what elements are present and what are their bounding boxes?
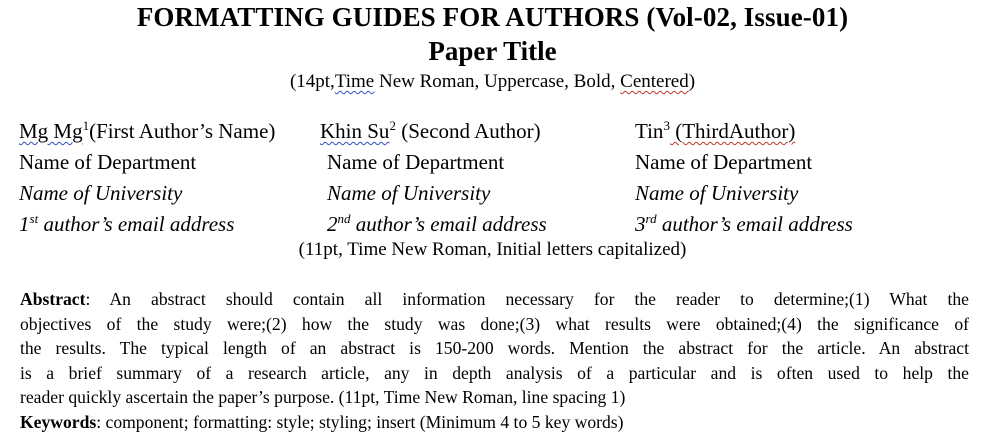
author-name-note: (Second Author)	[395, 119, 541, 143]
author-email	[635, 209, 853, 240]
abstract-label: Abstract	[20, 289, 86, 309]
author-name-part: Tin	[635, 119, 664, 143]
author-column-2	[320, 116, 547, 240]
author-name	[19, 116, 275, 147]
keywords-label: Keywords	[20, 412, 97, 432]
abstract-line-2: objectives of the study were;(2) how the study was done;(3) what results were obtained;(4) the significance of	[20, 313, 969, 334]
title-note-close: )	[688, 71, 696, 92]
department-name: Name of Department	[327, 150, 505, 174]
author-name	[320, 116, 547, 147]
keywords-text: : component; formatting: style; styling; insert (Minimum 4 to 5 key words)	[96, 412, 624, 432]
main-heading: FORMATTING GUIDES FOR AUTHORS (Vol-02, Issue-01)	[136, 2, 849, 32]
abstract-line-3: the results. The typical length of an abstract is 150-200 words. Mention the abstract for the article. An abstract	[20, 338, 969, 359]
email-ordinal-suffix: nd	[337, 211, 351, 226]
email-text: author’s email address	[656, 212, 853, 236]
email-ordinal-number: 2	[327, 212, 338, 236]
university-name: Name of University	[327, 181, 491, 205]
email-text: author’s email address	[350, 212, 547, 236]
author-affiliation-number: 3	[663, 118, 670, 133]
author-affiliation-number: 1	[82, 118, 90, 133]
abstract-text-1: : An abstract should contain all information necessary for the reader to determine;(1) What the	[85, 289, 969, 309]
paper-title: Paper Title	[428, 36, 557, 66]
abstract-line-5: reader quickly ascertain the paper’s purpose. (11pt, Time New Roman, line spacing 1)	[20, 387, 626, 408]
department-name: Name of Department	[635, 150, 813, 174]
abstract-line-1	[20, 287, 969, 312]
email-text: author’s email address	[38, 212, 235, 236]
author-format-note: (11pt, Time New Roman, Initial letters capitalized)	[298, 239, 687, 260]
email-ordinal-number: 1	[19, 212, 30, 236]
title-format-note	[0, 71, 985, 93]
author-name-part: Mg Mg	[19, 119, 83, 143]
email-ordinal-number: 3	[635, 212, 646, 236]
author-email	[19, 209, 275, 240]
author-name-part: Khin Su	[320, 119, 390, 143]
author-column-1	[19, 116, 275, 240]
university-name: Name of University	[635, 181, 799, 205]
title-note-centered: Centered	[620, 71, 689, 92]
author-column-3	[635, 116, 853, 240]
title-note-open: (14pt,	[289, 71, 335, 92]
email-ordinal-suffix: st	[29, 211, 39, 226]
keywords-line	[20, 412, 624, 433]
author-name	[635, 116, 853, 147]
author-email	[327, 209, 547, 240]
author-name-note: (First Author’s Name)	[89, 119, 276, 143]
title-note-rest: New Roman, Uppercase, Bold,	[374, 71, 621, 92]
abstract-line-4: is a brief summary of a research article, any in depth analysis of a particular and is often used to help the	[20, 362, 969, 383]
email-ordinal-suffix: rd	[645, 211, 657, 226]
author-affiliation-number: 2	[389, 118, 396, 133]
abstract-paragraph	[20, 287, 969, 410]
title-note-font: Time	[334, 71, 375, 92]
department-name: Name of Department	[19, 150, 197, 174]
university-name: Name of University	[19, 181, 183, 205]
author-name-note: (ThirdAuthor)	[669, 119, 796, 143]
